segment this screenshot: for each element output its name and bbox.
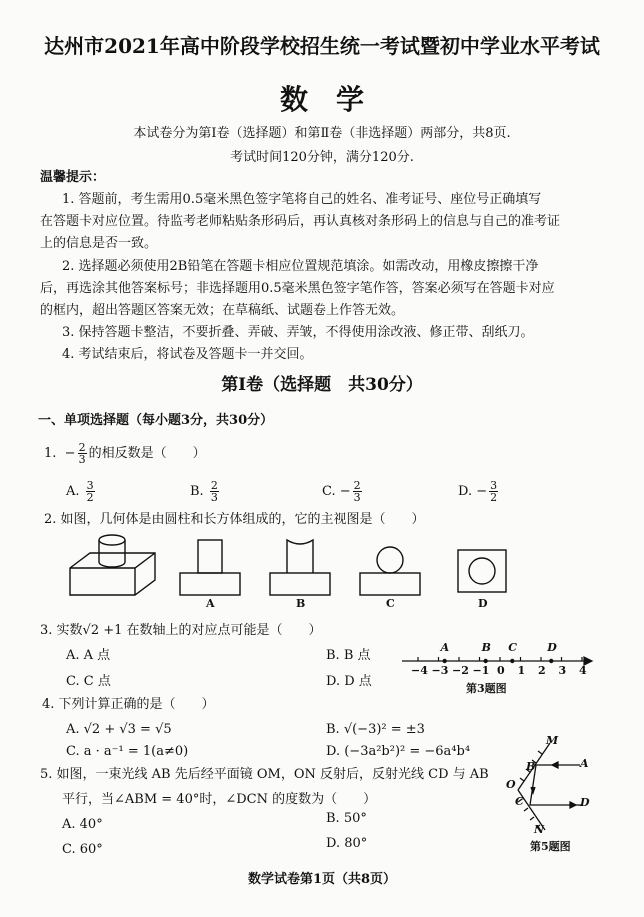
point [511, 659, 514, 662]
notice-line: 上的信息是否一致。 [40, 236, 158, 251]
option-a-figure [180, 540, 240, 595]
q2-figures [60, 528, 600, 603]
point-label: O [506, 778, 516, 791]
q5-option-c: C. 60° [62, 842, 103, 857]
notice-heading: 温馨提示： [40, 170, 106, 185]
q1-option-c: C. − $\frac{2}{3}$ [322, 479, 361, 504]
question-4: 4. 下列计算正确的是（ ） [42, 697, 215, 712]
figure-label: B [296, 597, 306, 610]
option-d-figure [458, 550, 506, 592]
q3-option-d: D. D 点 [326, 674, 372, 689]
tick-label: −2 [452, 664, 469, 677]
point-label: B [481, 641, 491, 654]
solid-figure [70, 535, 155, 595]
point [550, 659, 553, 662]
q3-option-c: C. C 点 [66, 674, 111, 689]
point-label: M [546, 734, 559, 747]
figure-label: C [386, 597, 395, 610]
figure-label: A [206, 597, 215, 610]
question-3: 3. 实数√2 +1 在数轴上的对应点可能是（ ） [40, 623, 322, 638]
q4-option-a: A. √2 + √3 = √5 [66, 722, 172, 737]
tick-label: −4 [411, 664, 428, 677]
question-1: 1. − $\frac{2}{3}$ 的相反数是（ ） [44, 441, 206, 466]
tick-label: 3 [558, 664, 567, 677]
intro-line: 本试卷分为第Ⅰ卷（选择题）和第Ⅱ卷（非选择题）两部分，共8页. [133, 126, 511, 141]
point-label: C [515, 795, 524, 808]
exam-title: 达州市2021年高中阶段学校招生统一考试暨初中学业水平考试 [44, 34, 600, 58]
option-c-figure [360, 547, 420, 595]
point-label: C [508, 641, 518, 654]
q3-option-b: B. B 点 [326, 648, 371, 663]
point-label: A [580, 757, 589, 770]
q1-option-a: A. $\frac{3}{2}$ [66, 479, 94, 504]
notice-line: 1. 答题前，考生需用0.5毫米黑色签字笔将自己的姓名、准考证号、座位号正确填写 [62, 192, 542, 207]
question-5-line1: 5. 如图，一束光线 AB 先后经平面镜 OM，ON 反射后，反射光线 CD 与 AB [40, 767, 489, 782]
point-label: N [534, 823, 545, 836]
q4-option-c: C. a · a⁻¹ = 1(a≠0) [66, 744, 189, 759]
q3-option-a: A. A 点 [66, 648, 111, 663]
q4-option-d: D. (−3a²b²)² = −6a⁴b⁴ [326, 744, 471, 759]
point [484, 659, 487, 662]
question-2: 2. 如图，几何体是由圆柱和长方体组成的，它的主视图是（ ） [44, 512, 425, 527]
q1-option-d: D. − $\frac{3}{2}$ [458, 479, 498, 504]
section-title: 第Ⅰ卷（选择题 共30分） [221, 375, 423, 395]
point-label: B [526, 760, 536, 773]
page-footer: 数学试卷第1页（共8页） [247, 872, 397, 887]
tick-label: −3 [431, 664, 449, 677]
point [443, 659, 446, 662]
subject-title: 数 学 [279, 83, 364, 116]
notice-line: 2. 选择题必须使用2B铅笔在答题卡相应位置规范填涂。如需改动，用橡皮擦擦干净 [62, 259, 539, 274]
figure-caption: 第5题图 [530, 840, 571, 853]
q5-option-b: B. 50° [326, 811, 367, 826]
point-label: A [440, 641, 450, 654]
q5-option-d: D. 80° [326, 836, 368, 851]
point-label: D [580, 796, 590, 809]
notice-line: 4. 考试结束后，将试卷及答题卡一并交回。 [62, 347, 313, 362]
q5-option-a: A. 40° [62, 817, 103, 832]
q4-option-b: B. √(−3)² = ±3 [326, 722, 425, 737]
point-label: D [547, 641, 557, 654]
notice-line: 的框内，超出答题区答案无效；在草稿纸、试题卷上作答无效。 [40, 303, 405, 318]
tick-label: −1 [472, 664, 490, 677]
figure-caption: 第3题图 [466, 682, 507, 695]
q1-option-b: B. $\frac{2}{3}$ [190, 479, 218, 504]
intro-line: 考试时间120分钟，满分120分. [230, 150, 414, 165]
notice-line: 3. 保持答题卡整洁，不要折叠、弄破、弄皱，不得使用涂改液、修正带、刮纸刀。 [62, 325, 534, 340]
tick-label: 0 [497, 664, 505, 677]
figure-label: D [478, 597, 488, 610]
notice-line: 在答题卡对应位置。待监考老师粘贴条形码后，再认真核对条形码上的信息与自己的准考证 [40, 214, 561, 229]
question-5-line2: 平行，当∠ABM = 40°时，∠DCN 的度数为（ ） [62, 792, 377, 807]
notice-line: 后，再选涂其他答案标号；非选择题用0.5毫米黑色签字笔作答，答案必须写在答题卡对应 [40, 281, 555, 296]
tick-label: 1 [517, 664, 526, 677]
tick-label: 2 [538, 664, 546, 677]
part-title: 一、单项选择题（每小题3分，共30分） [38, 413, 274, 428]
option-b-figure [270, 540, 330, 595]
tick-label: 4 [579, 664, 587, 677]
